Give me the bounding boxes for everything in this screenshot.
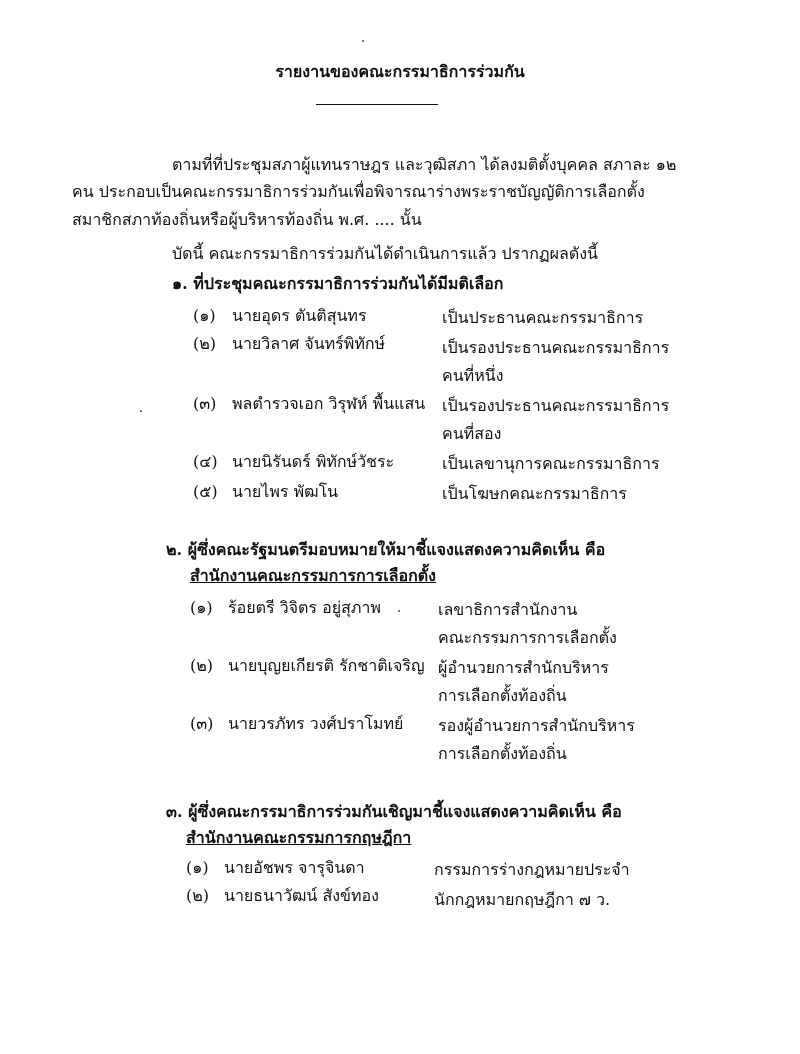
section-2-member-2-role: ผู้อำนวยการสำนักบริหาร [438,658,609,677]
section-2-heading: ๒. ผู้ซึ่งคณะรัฐมนตรีมอบหมายให้มาชี้แจงแสดงความคิดเห็น คือ [166,540,606,559]
section-2-member-2-name: นายบุญยเกียรติ รักชาติเจริญ [228,656,425,675]
scan-speck [140,410,142,412]
section-2-member-2-role-cont: การเลือกตั้งท้องถิ่น [438,686,567,705]
intro-line-3: สมาชิกสภาท้องถิ่นหรือผู้บริหารท้องถิ่น พ.ศ. .... นั้น [72,210,422,229]
section-2-member-1-role: เลขาธิการสำนักงาน [438,600,578,619]
section-2-member-3-number: (๓) [190,714,214,733]
section-3-member-1-role: กรรมการร่างกฎหมายประจำ [434,860,630,879]
section-3-member-1-name: นายอัชพร จารุจินดา [224,858,365,877]
section-2-member-3-role: รองผู้อำนวยการสำนักบริหาร [438,716,635,735]
section-3-agency: สำนักงานคณะกรรมการกฤษฎีกา [186,828,412,847]
section-1-member-4-name: นายนิรันดร์ พิทักษ์วัชระ [232,452,395,471]
section-3-member-1-number: (๑) [186,858,209,877]
section-3-member-2-name: นายธนาวัฒน์ สังข์ทอง [224,886,379,905]
section-1-member-3-role: เป็นรองประธานคณะกรรมาธิการ [442,396,670,415]
section-3-member-2-role: นักกฎหมายกฤษฎีกา ๗ ว. [434,890,611,909]
section-1-member-3-number: (๓) [193,394,217,413]
section-1-member-4-role: เป็นเลขานุการคณะกรรมาธิการ [442,454,660,473]
scan-speck [398,610,400,612]
document-title: รายงานของคณะกรรมาธิการร่วมกัน [275,62,525,81]
section-1-member-2-name: นายวิลาศ จันทร์พิทักษ์ [232,334,386,353]
section-1-member-1-number: (๑) [193,306,216,325]
section-1-member-2-number: (๒) [193,334,217,353]
section-2-member-1-number: (๑) [190,598,213,617]
section-2-member-3-name: นายวรภัทร วงศ์ปราโมทย์ [228,714,404,733]
section-1-member-5-role: เป็นโฆษกคณะกรรมาธิการ [442,484,627,503]
intro-line-4: บัดนี้ คณะกรรมาธิการร่วมกันได้ดำเนินการแล้ว ปรากฏผลดังนี้ [172,244,598,263]
section-1-member-1-role: เป็นประธานคณะกรรมาธิการ [442,308,644,327]
section-1-heading: ๑. ที่ประชุมคณะกรรมาธิการร่วมกันได้มีมติเลือก [172,274,504,293]
section-2-member-3-role-cont: การเลือกตั้งท้องถิ่น [438,744,567,763]
section-1-member-5-number: (๕) [193,482,218,501]
section-1-member-4-number: (๔) [193,452,218,471]
section-2-agency: สำนักงานคณะกรรมการการเลือกตั้ง [190,566,436,585]
section-1-member-2-role: เป็นรองประธานคณะกรรมาธิการ [442,338,670,357]
section-2-member-2-number: (๒) [190,656,214,675]
section-1-member-5-name: นายไพร พัฒโน [232,482,339,501]
section-1-member-2-role-cont: คนที่หนึ่ง [442,366,504,385]
intro-line-2: คน ประกอบเป็นคณะกรรมาธิการร่วมกันเพื่อพิจารณาร่างพระราชบัญญัติการเลือกตั้ง [72,182,645,201]
title-underline [316,104,438,105]
section-2-member-1-name: ร้อยตรี วิจิตร อยู่สุภาพ [228,598,381,617]
section-1-member-1-name: นายอุดร ตันติสุนทร [232,306,367,325]
intro-line-1: ตามที่ที่ประชุมสภาผู้แทนราษฎร และวุฒิสภา ได้ลงมติตั้งบุคคล สภาละ ๑๒ [172,155,677,174]
section-3-heading: ๓. ผู้ซึ่งคณะกรรมาธิการร่วมกันเชิญมาชี้แจงแสดงความคิดเห็น คือ [166,802,622,821]
section-1-member-3-role-cont: คนที่สอง [442,424,502,443]
section-1-member-3-name: พลตำรวจเอก วิรุฬห์ พื้นแสน [232,394,426,413]
scan-speck [362,40,364,42]
section-3-member-2-number: (๒) [186,886,210,905]
section-2-member-1-role-cont: คณะกรรมการการเลือกตั้ง [438,628,617,647]
